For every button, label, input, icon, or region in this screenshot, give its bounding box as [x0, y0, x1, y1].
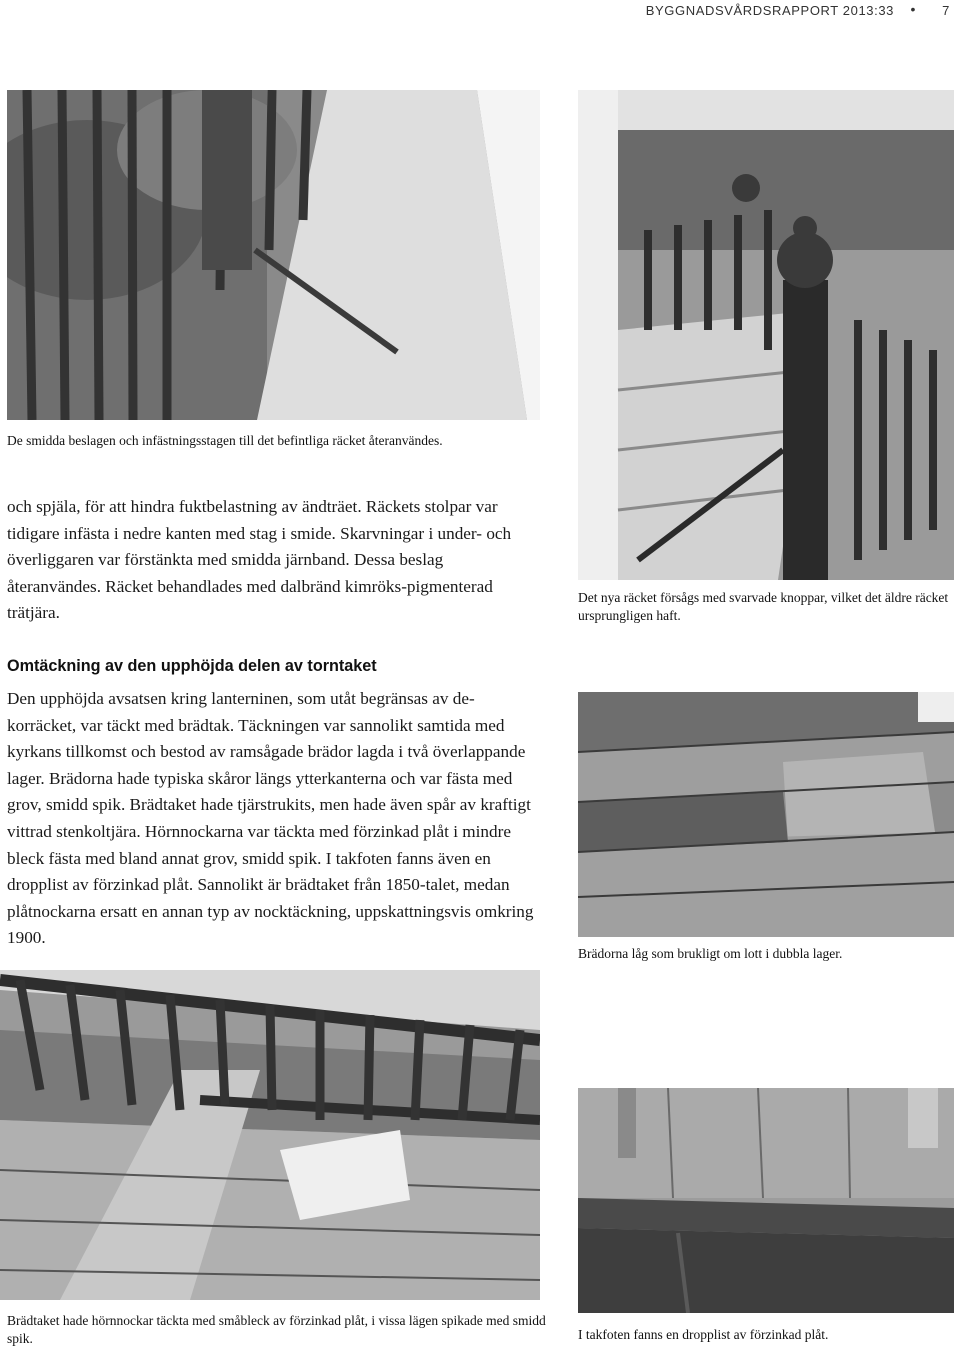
- header-separator: •: [910, 1, 916, 17]
- page-header: [0, 0, 960, 26]
- caption-photo-drip-edge: I takfoten fanns en dropplist av förzinkad plåt.: [578, 1327, 829, 1342]
- caption-photo-iron-stays: De smidda beslagen och infästningsstagen till det befintliga räcket återanvändes.: [7, 433, 443, 448]
- section-paragraph: [7, 686, 540, 952]
- intro-paragraph: [7, 494, 540, 627]
- photo-double-boards: [578, 692, 954, 937]
- photo-iron-stays: [7, 90, 540, 420]
- section-heading: Omtäckning av den upphöjda delen av torntaket: [7, 657, 377, 675]
- intro-paragraph-text: och spjäla, för att hindra fuktbelastning av ändträet. Räckets stolpar var tidigare infästa i nedre kanten med stag i smide. Skarvningar i under- och överliggaren var förstänkta med smidda järnband. Dessa beslag återanvändes. Räcket behandlades med dalbränd kimröks-pigmenterad trätjära.: [7, 497, 512, 623]
- caption-photo-double-boards: Brädorna låg som brukligt om lott i dubbla lager.: [578, 946, 843, 961]
- section-paragraph-text: Den upphöjda avsatsen kring lanterninen, som utåt begränsas av de-korräcket, var täckt med brädtak. Täckningen var sannolikt samtida med kyrkans tillkomst och bestod av ramsågade brädor lagda i två överlappande lager. Brädorna hade typiska skåror längs ytterkanterna och var fästa med grov, smidd spik. Brädtaket hade tjärstrukits, men hade även spår av kraftigt vittrad stenkoltjära. Hörnnockarna var täckta med förzinkad plåt i mindre bleck fästa med bland annat grov, smidd spik. I takfoten fanns även en dropplist av förzinkad plåt. Sannolikt är brädtaket från 1850-talet, medan plåtnockarna ersatt en annan typ av nocktäckning, uppskattningsvis omkring 1900.: [7, 689, 534, 948]
- photo-turned-knobs: [578, 90, 954, 580]
- photo-drip-edge: [578, 1088, 954, 1313]
- photo-corner-ridges: [0, 970, 540, 1300]
- page-number: 7: [942, 3, 950, 18]
- report-title: BYGGNADSVÅRDSRAPPORT 2013:33: [645, 3, 894, 18]
- caption-photo-turned-knobs: Det nya räcket försågs med svarvade knoppar, vilket det äldre räcket ursprungligen haft.: [578, 590, 949, 623]
- caption-photo-corner-ridges: Brädtaket hade hörnnockar täckta med småbleck av förzinkad plåt, i vissa lägen spikade med smidd spik.: [7, 1313, 546, 1346]
